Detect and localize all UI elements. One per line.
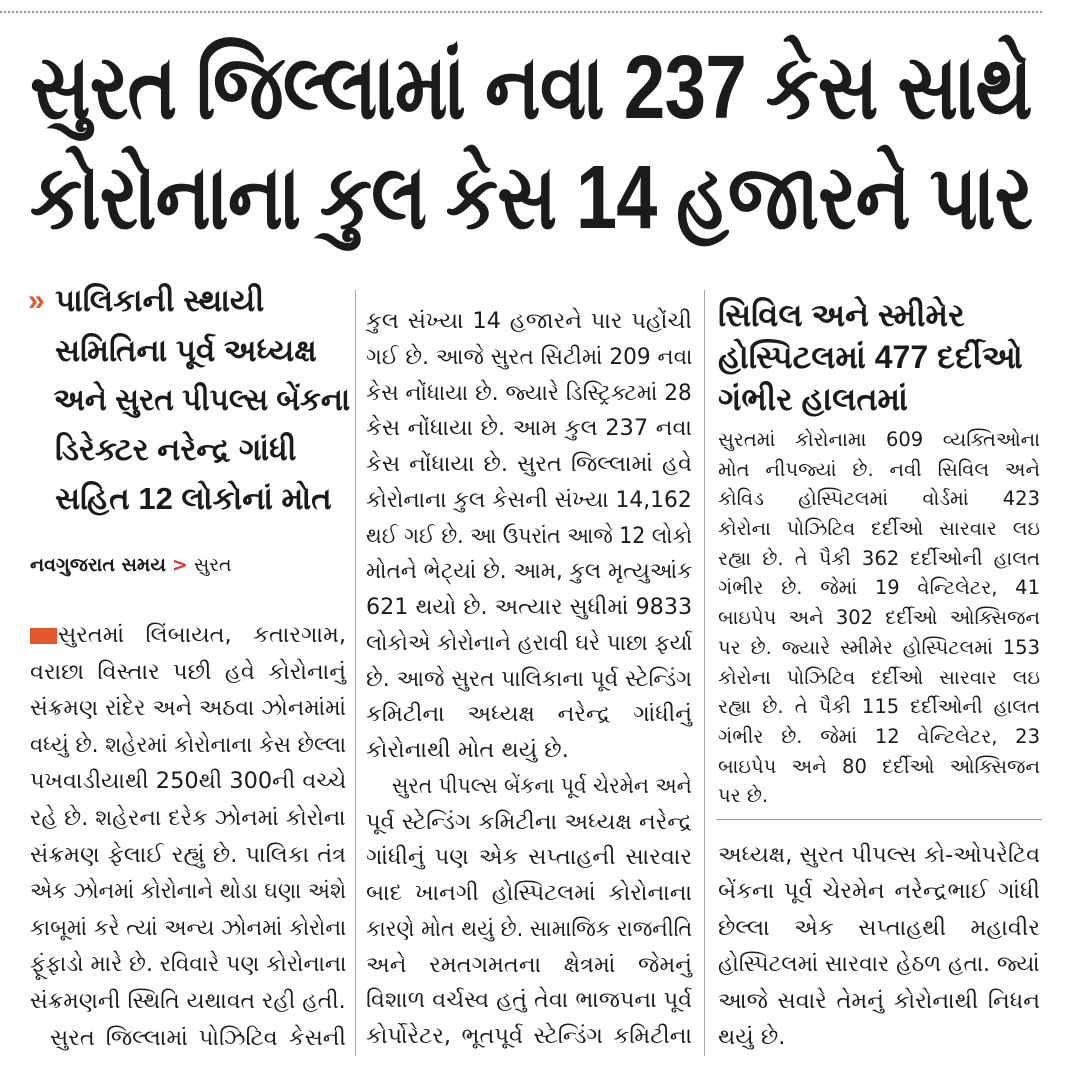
subhead-line: સમિતિના પૂર્વ અધ્યક્ષ xyxy=(55,332,317,368)
left-column-line-text: સુરતમાં લિંબાયત, કતારગામ, xyxy=(58,622,346,648)
sidebar-body-line: બાઇપેપ અને 80 દર્દીઓ ઓક્સિજન xyxy=(718,754,1040,778)
left-column-line: પખવાડીયાથી 250થી 300ની વચ્ચે xyxy=(30,768,347,795)
right-column xyxy=(718,837,1040,1055)
left-column-line: સંક્રમણ રાંદેર અને અઠવા ઝોનમાંમાં xyxy=(30,695,347,722)
paragraph xyxy=(718,837,1040,1055)
right-column-line: બેંકના પૂર્વ ચેરમેન નરેન્દ્રભાઈ ગાંધી xyxy=(718,878,1040,905)
middle-column-line: કોરોનાના કુલ કેસની સંખ્યા 14,162 xyxy=(366,486,692,513)
subhead-line: સહિત 12 લોકોનાં મોત xyxy=(55,481,332,516)
sidebar-heading-line: સિવિલ અને સ્મીમેર xyxy=(718,297,965,333)
middle-column-line: કમિટીના અધ્યક્ષ નરેન્દ્ર ગાંધીનું xyxy=(366,701,692,728)
middle-column-line: સુરત પીપલ્સ બેંકના પૂર્વ ચેરમેન અને xyxy=(392,772,692,799)
left-column-line: સંક્રમણની સ્થિતિ યથાવત રહી હતી. xyxy=(30,987,346,1014)
subhead-line xyxy=(28,276,350,326)
middle-column-line: અને રમતગમતના ક્ષેત્રમાં જેમનું xyxy=(366,951,692,978)
sidebar-body-line: રહ્યા છે. તે પૈકી 362 દર્દીઓની હાલત xyxy=(718,546,1040,570)
left-column-line: ફૂંફાડો મારે છે. રવિવારે પણ કોરોનાના xyxy=(30,951,347,978)
middle-column xyxy=(366,304,692,1055)
sidebar-body-line: ગંભીર છે. જેમાં 19 વેન્ટિલેટર, 41 xyxy=(718,576,1040,600)
middle-column-line: લોકોએ કોરોનાને હરાવી ઘરે પાછા ફર્યા xyxy=(366,629,693,656)
middle-column-line: બાદ ખાનગી હોસ્પિટલમાં કોરોનાના xyxy=(366,880,692,906)
headline-line: સુરત જિલ્લામાં નવા 237 કેસ સાથે xyxy=(30,38,1032,138)
subhead-line: અને સુરત પીપલ્સ બેંકના xyxy=(53,382,351,417)
middle-column-line: કોર્પોરેટર, ભૂતપૂર્વ સ્ટેન્ડિંગ કમિટીના xyxy=(366,1023,692,1049)
middle-column-line: ગાંધીનું પણ એક સપ્તાહની સારવાર xyxy=(366,844,692,871)
left-column-line: સુરત જિલ્લામાં પોઝિટિવ કેસની xyxy=(50,1024,346,1051)
subhead-bullet-icon: » xyxy=(28,284,45,317)
subhead-line-text: પાલિકાની સ્થાયી xyxy=(55,283,265,318)
left-column-line: એક ઝોનમાં કોરોનાને થોડા ઘણા અંશે xyxy=(30,878,347,905)
right-column-line: હોસ્પિટલમાં સારવાર હેઠળ હતા. જ્યાં xyxy=(718,951,1040,978)
left-column-line: વધ્યું છે. શહેરમાં કોરોનાના કેસ છેલ્લા xyxy=(30,731,347,758)
middle-column-line: મોતને ભેટ્યાં છે. આમ, કુલ મૃત્યુઆંક xyxy=(366,558,693,585)
sidebar-body-line: કોરોના પોઝિટિવ દર્દીઓ સારવાર લઇ xyxy=(718,665,1040,689)
sidebar-body-line: સુરતમાં કોરોનામા 609 વ્યક્તિઓના xyxy=(718,428,1040,451)
paragraph xyxy=(366,769,692,1055)
subheadline xyxy=(28,276,350,524)
right-column-line: અધ્યક્ષ, સુરત પીપલ્સ કો-ઓપરેટિવ xyxy=(718,842,1041,868)
middle-column-line: કોરોનાથી મોત થયું છે. xyxy=(366,737,569,763)
sidebar-bottom-rule xyxy=(716,819,1042,820)
paragraph xyxy=(366,304,692,769)
left-column-line: રહે છે. શહેરના દરેક ઝોનમાં કોરોના xyxy=(30,804,346,831)
middle-column-line: કારણે મોત થયું છે. સામાજિક રાજનીતિ xyxy=(366,915,693,942)
byline-separator: > xyxy=(171,554,188,576)
byline-publication: નવગુજરાત સમય xyxy=(30,554,166,576)
column-rule xyxy=(355,290,356,1056)
middle-column-line: ગઈ છે. આજે સુરત સિટીમાં 209 નવા xyxy=(366,343,693,370)
left-column-line: સંક્રમણ ફેલાઈ રહ્યું છે. પાલિકા તંત્ર xyxy=(30,841,346,868)
sidebar-body-line: પર છે. જ્યારે સ્મીમેર હોસ્પિટલમાં 153 xyxy=(718,635,1040,659)
sidebar-heading-line: ગંભીર હાલતમાં xyxy=(718,381,908,417)
paragraph xyxy=(30,1020,346,1057)
middle-column-line: કેસ નોંધાયા છે. આમ કુલ 237 નવા xyxy=(366,415,692,442)
sidebar-body-line: મોત નીપજ્યાં છે. નવી સિવિલ અને xyxy=(718,457,1040,481)
right-column-line: થયું છે. xyxy=(718,1023,786,1050)
sidebar-body-line: કોરોના પોઝિટિવ દર્દીઓ સારવાર લઇ xyxy=(718,517,1040,541)
byline-city: સુરત xyxy=(193,554,232,576)
middle-column-line: છે. આજે સુરત પાલિકાના પૂર્વ સ્ટેન્ડિંગ xyxy=(366,665,692,692)
sidebar-body-line: પર છે. xyxy=(718,784,769,808)
middle-column-line: પૂર્વ સ્ટેન્ડિંગ કમિટીના અધ્યક્ષ નરેન્દ્ર xyxy=(366,808,692,835)
left-column-line xyxy=(30,617,346,654)
middle-column-line: થઈ ગઈ છે. આ ઉપરાંત આજે 12 લોકો xyxy=(366,522,693,549)
headline xyxy=(30,33,1032,253)
subhead-line: ડિરેક્ટર નરેન્દ્ર ગાંધી xyxy=(55,431,297,467)
sidebar-heading xyxy=(718,294,1040,420)
left-column-line: વરાછા વિસ્તાર પછી હવે કોરોનાનું xyxy=(30,658,346,685)
paragraph xyxy=(30,617,346,1020)
sidebar-body xyxy=(718,425,1040,811)
middle-column-line: કેસ નોંધાયા છે. સુરત જિલ્લામાં હવે xyxy=(366,451,692,477)
middle-column-line: કુલ સંખ્યા 14 હજારને પાર પહોંચી xyxy=(366,308,692,334)
sidebar-body-line: રહ્યા છે. તે પૈકી 115 દર્દીઓની હાલત xyxy=(718,695,1040,719)
top-dotted-border xyxy=(0,11,1042,13)
middle-column-line: 621 થયો છે. અત્યાર સુધીમાં 9833 xyxy=(366,594,693,620)
right-column-line: છેલ્લા એક સપ્તાહથી મહાવીર xyxy=(718,914,1040,941)
sidebar-body-line: બાઇપેપ અને 302 દર્દીઓ ઓક્સિજન xyxy=(718,606,1040,630)
paragraph-start-marker xyxy=(30,628,57,644)
column-rule xyxy=(704,290,705,1056)
right-column-line: આજે સવારે તેમનું કોરોનાથી નિધન xyxy=(718,987,1040,1014)
byline xyxy=(30,549,232,581)
left-column xyxy=(30,617,346,1056)
middle-column-line: વિશાળ વર્ચસ્વ હતું તેવા ભાજપના પૂર્વ xyxy=(366,987,693,1014)
headline-line: કોરોનાના કુલ કેસ 14 હજારને પાર xyxy=(30,148,1033,248)
sidebar-body-line: કોવિડ હોસ્પિટલમાં વોર્ડમાં 423 xyxy=(718,487,1040,511)
left-column-line: કાબૂમાં કરે ત્યાં અન્ય ઝોનમાં કોરોના xyxy=(30,914,347,941)
sidebar-body-line: ગંભીર છે. જેમાં 12 વેન્ટિલેટર, 23 xyxy=(718,724,1040,748)
middle-column-line: કેસ નોંધાયા છે. જ્યારે ડિસ્ટ્રિક્ટમાં 28 xyxy=(366,379,692,406)
sidebar-heading-line: હોસ્પિટલમાં 477 દર્દીઓ xyxy=(718,339,1023,375)
